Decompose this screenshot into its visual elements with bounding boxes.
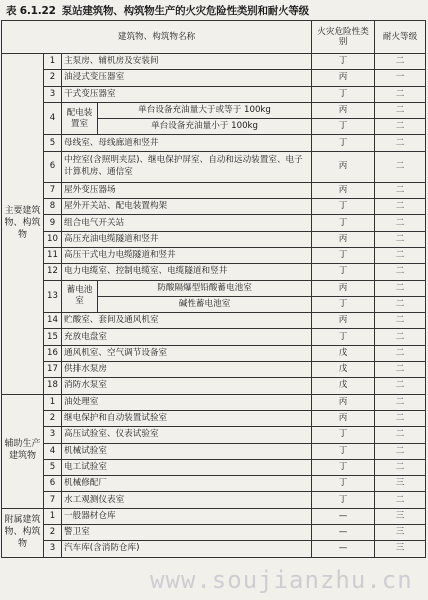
table-row [2, 102, 426, 118]
header-hazard: 火灾危险性类别 [312, 21, 375, 54]
rating-cell: 二 [375, 378, 426, 394]
row-name: 机械修配厂 [62, 476, 312, 492]
row-name: 继电保护和自动装置试验室 [62, 410, 312, 426]
hazard-cell: — [312, 508, 375, 524]
hazard-cell: 丁 [312, 492, 375, 508]
row-name: 组合电气开关站 [62, 215, 312, 231]
rating-cell: 三 [375, 508, 426, 524]
row-name: 配电装置室 [62, 102, 98, 135]
table-caption [6, 3, 426, 18]
rating-cell: 三 [375, 541, 426, 557]
table-row [2, 264, 426, 280]
row-name: 油处理室 [62, 394, 312, 410]
row-number: 3 [44, 427, 62, 443]
hazard-cell: 丁 [312, 264, 375, 280]
row-number: 3 [44, 86, 62, 102]
header-row [2, 21, 426, 54]
rating-cell: 二 [375, 247, 426, 263]
rating-cell: 二 [375, 427, 426, 443]
rating-cell: 一 [375, 70, 426, 86]
table-row [2, 508, 426, 524]
hazard-cell: 丁 [312, 459, 375, 475]
row-name: 高压干式电力电缆隧道和竖井 [62, 247, 312, 263]
category-cell: 辅助生产建筑物 [2, 394, 44, 508]
fire-hazard-table [1, 20, 426, 558]
rating-cell: 二 [375, 199, 426, 215]
row-name: 电力电缆室、控制电缆室、电缆隧道和竖井 [62, 264, 312, 280]
row-number: 2 [44, 410, 62, 426]
sub-row-name: 防酸隔爆型铅酸蓄电池室 [98, 280, 312, 296]
rating-cell: 二 [375, 264, 426, 280]
row-name: 蓄电池室 [62, 280, 98, 313]
hazard-cell: — [312, 541, 375, 557]
table-row [2, 280, 426, 296]
rating-cell: 二 [375, 182, 426, 198]
row-name: 电工试验室 [62, 459, 312, 475]
row-number: 3 [44, 541, 62, 557]
row-name: 警卫室 [62, 525, 312, 541]
hazard-cell: 丁 [312, 427, 375, 443]
watermark: www.soujianzhu.cn [150, 566, 413, 594]
hazard-cell: 丁 [312, 476, 375, 492]
category-cell: 主要建筑物、构筑物 [2, 54, 44, 395]
hazard-cell: 戊 [312, 345, 375, 361]
table-row [2, 151, 426, 182]
sub-row-name: 单台设备充油量小于 100kg [98, 119, 312, 135]
table-row [2, 541, 426, 557]
category-cell: 附属建筑物、构筑物 [2, 508, 44, 557]
table-row [2, 362, 426, 378]
table-row [2, 492, 426, 508]
rating-cell: 二 [375, 215, 426, 231]
row-name: 水工观测仪表室 [62, 492, 312, 508]
hazard-cell: 丁 [312, 329, 375, 345]
table-row [2, 247, 426, 263]
hazard-cell: 丙 [312, 313, 375, 329]
rating-cell: 二 [375, 329, 426, 345]
hazard-cell: — [312, 525, 375, 541]
header-rating: 耐火等级 [375, 21, 426, 54]
table-row [2, 378, 426, 394]
rating-cell: 二 [375, 394, 426, 410]
row-name: 油浸式变压器室 [62, 70, 312, 86]
table-row [2, 70, 426, 86]
row-name: 贮酸室、套间及通风机室 [62, 313, 312, 329]
table-row [2, 459, 426, 475]
row-number: 1 [44, 394, 62, 410]
hazard-cell: 丙 [312, 102, 375, 118]
hazard-cell: 丁 [312, 296, 375, 312]
row-name: 充放电盘室 [62, 329, 312, 345]
hazard-cell: 丁 [312, 199, 375, 215]
row-name: 供排水泵房 [62, 362, 312, 378]
table-row [2, 231, 426, 247]
hazard-cell: 丁 [312, 135, 375, 151]
row-number: 16 [44, 345, 62, 361]
hazard-cell: 丙 [312, 231, 375, 247]
table-row [2, 525, 426, 541]
row-name: 主泵房、辅机房及安装间 [62, 54, 312, 70]
row-number: 18 [44, 378, 62, 394]
table-row [2, 54, 426, 70]
table-row [2, 443, 426, 459]
row-name: 机械试验室 [62, 443, 312, 459]
row-number: 14 [44, 313, 62, 329]
row-number: 8 [44, 199, 62, 215]
row-number: 6 [44, 476, 62, 492]
row-number: 1 [44, 508, 62, 524]
sub-row-name: 碱性蓄电池室 [98, 296, 312, 312]
row-name: 屋外变压器场 [62, 182, 312, 198]
hazard-cell: 丙 [312, 70, 375, 86]
rating-cell: 二 [375, 231, 426, 247]
hazard-cell: 丁 [312, 119, 375, 135]
row-number: 2 [44, 525, 62, 541]
table-row [2, 476, 426, 492]
rating-cell: 二 [375, 345, 426, 361]
table-title: 泵站建筑物、构筑物生产的火灾危险性类别和耐火等级 [61, 5, 309, 17]
rating-cell: 二 [375, 459, 426, 475]
rating-cell: 二 [375, 296, 426, 312]
row-number: 11 [44, 247, 62, 263]
hazard-cell: 丁 [312, 215, 375, 231]
table-number: 表 6.1.22 [6, 5, 56, 17]
table-row [2, 410, 426, 426]
rating-cell: 二 [375, 54, 426, 70]
rating-cell: 二 [375, 410, 426, 426]
row-name: 消防水泵室 [62, 378, 312, 394]
row-number: 2 [44, 70, 62, 86]
row-number: 10 [44, 231, 62, 247]
row-number: 13 [44, 280, 62, 313]
rating-cell: 二 [375, 102, 426, 118]
table-row [2, 345, 426, 361]
hazard-cell: 丁 [312, 247, 375, 263]
row-number: 5 [44, 459, 62, 475]
hazard-cell: 丙 [312, 182, 375, 198]
table-row [2, 313, 426, 329]
row-number: 5 [44, 135, 62, 151]
row-number: 1 [44, 54, 62, 70]
hazard-cell: 丁 [312, 443, 375, 459]
row-number: 4 [44, 443, 62, 459]
rating-cell: 二 [375, 135, 426, 151]
hazard-cell: 丙 [312, 410, 375, 426]
hazard-cell: 戊 [312, 378, 375, 394]
rating-cell: 二 [375, 443, 426, 459]
row-name: 屋外开关站、配电装置构架 [62, 199, 312, 215]
table-body [2, 21, 426, 558]
row-number: 15 [44, 329, 62, 345]
table-row [2, 182, 426, 198]
hazard-cell: 丙 [312, 394, 375, 410]
table-row [2, 135, 426, 151]
rating-cell: 二 [375, 119, 426, 135]
row-name: 干式变压器室 [62, 86, 312, 102]
hazard-cell: 丙 [312, 280, 375, 296]
table-row [2, 329, 426, 345]
rating-cell: 二 [375, 151, 426, 182]
table-row [2, 394, 426, 410]
hazard-cell: 戊 [312, 362, 375, 378]
table-row [2, 199, 426, 215]
sub-row-name: 单台设备充油量大于或等于 100kg [98, 102, 312, 118]
row-number: 7 [44, 492, 62, 508]
rating-cell: 二 [375, 492, 426, 508]
row-name: 高压充油电缆隧道和竖井 [62, 231, 312, 247]
rating-cell: 二 [375, 362, 426, 378]
row-name: 中控室(含照明夹层)、继电保护屏室、自动和远动装置室、电子计算机房、通信室 [62, 151, 312, 182]
rating-cell: 二 [375, 86, 426, 102]
header-name: 建筑物、构筑物名称 [2, 21, 312, 54]
table-row [2, 427, 426, 443]
row-number: 7 [44, 182, 62, 198]
table-row [2, 86, 426, 102]
row-number: 12 [44, 264, 62, 280]
row-name: 汽车库(含消防仓库) [62, 541, 312, 557]
hazard-cell: 丁 [312, 54, 375, 70]
hazard-cell: 丁 [312, 86, 375, 102]
row-number: 9 [44, 215, 62, 231]
rating-cell: 三 [375, 525, 426, 541]
row-name: 通风机室、空气调节设备室 [62, 345, 312, 361]
row-name: 母线室、母线廊道和竖井 [62, 135, 312, 151]
row-name: 高压试验室、仪表试验室 [62, 427, 312, 443]
rating-cell: 三 [375, 476, 426, 492]
row-name: 一般器材仓库 [62, 508, 312, 524]
rating-cell: 二 [375, 280, 426, 296]
table-row [2, 215, 426, 231]
row-number: 4 [44, 102, 62, 135]
row-number: 6 [44, 151, 62, 182]
hazard-cell: 丙 [312, 151, 375, 182]
row-number: 17 [44, 362, 62, 378]
rating-cell: 二 [375, 313, 426, 329]
